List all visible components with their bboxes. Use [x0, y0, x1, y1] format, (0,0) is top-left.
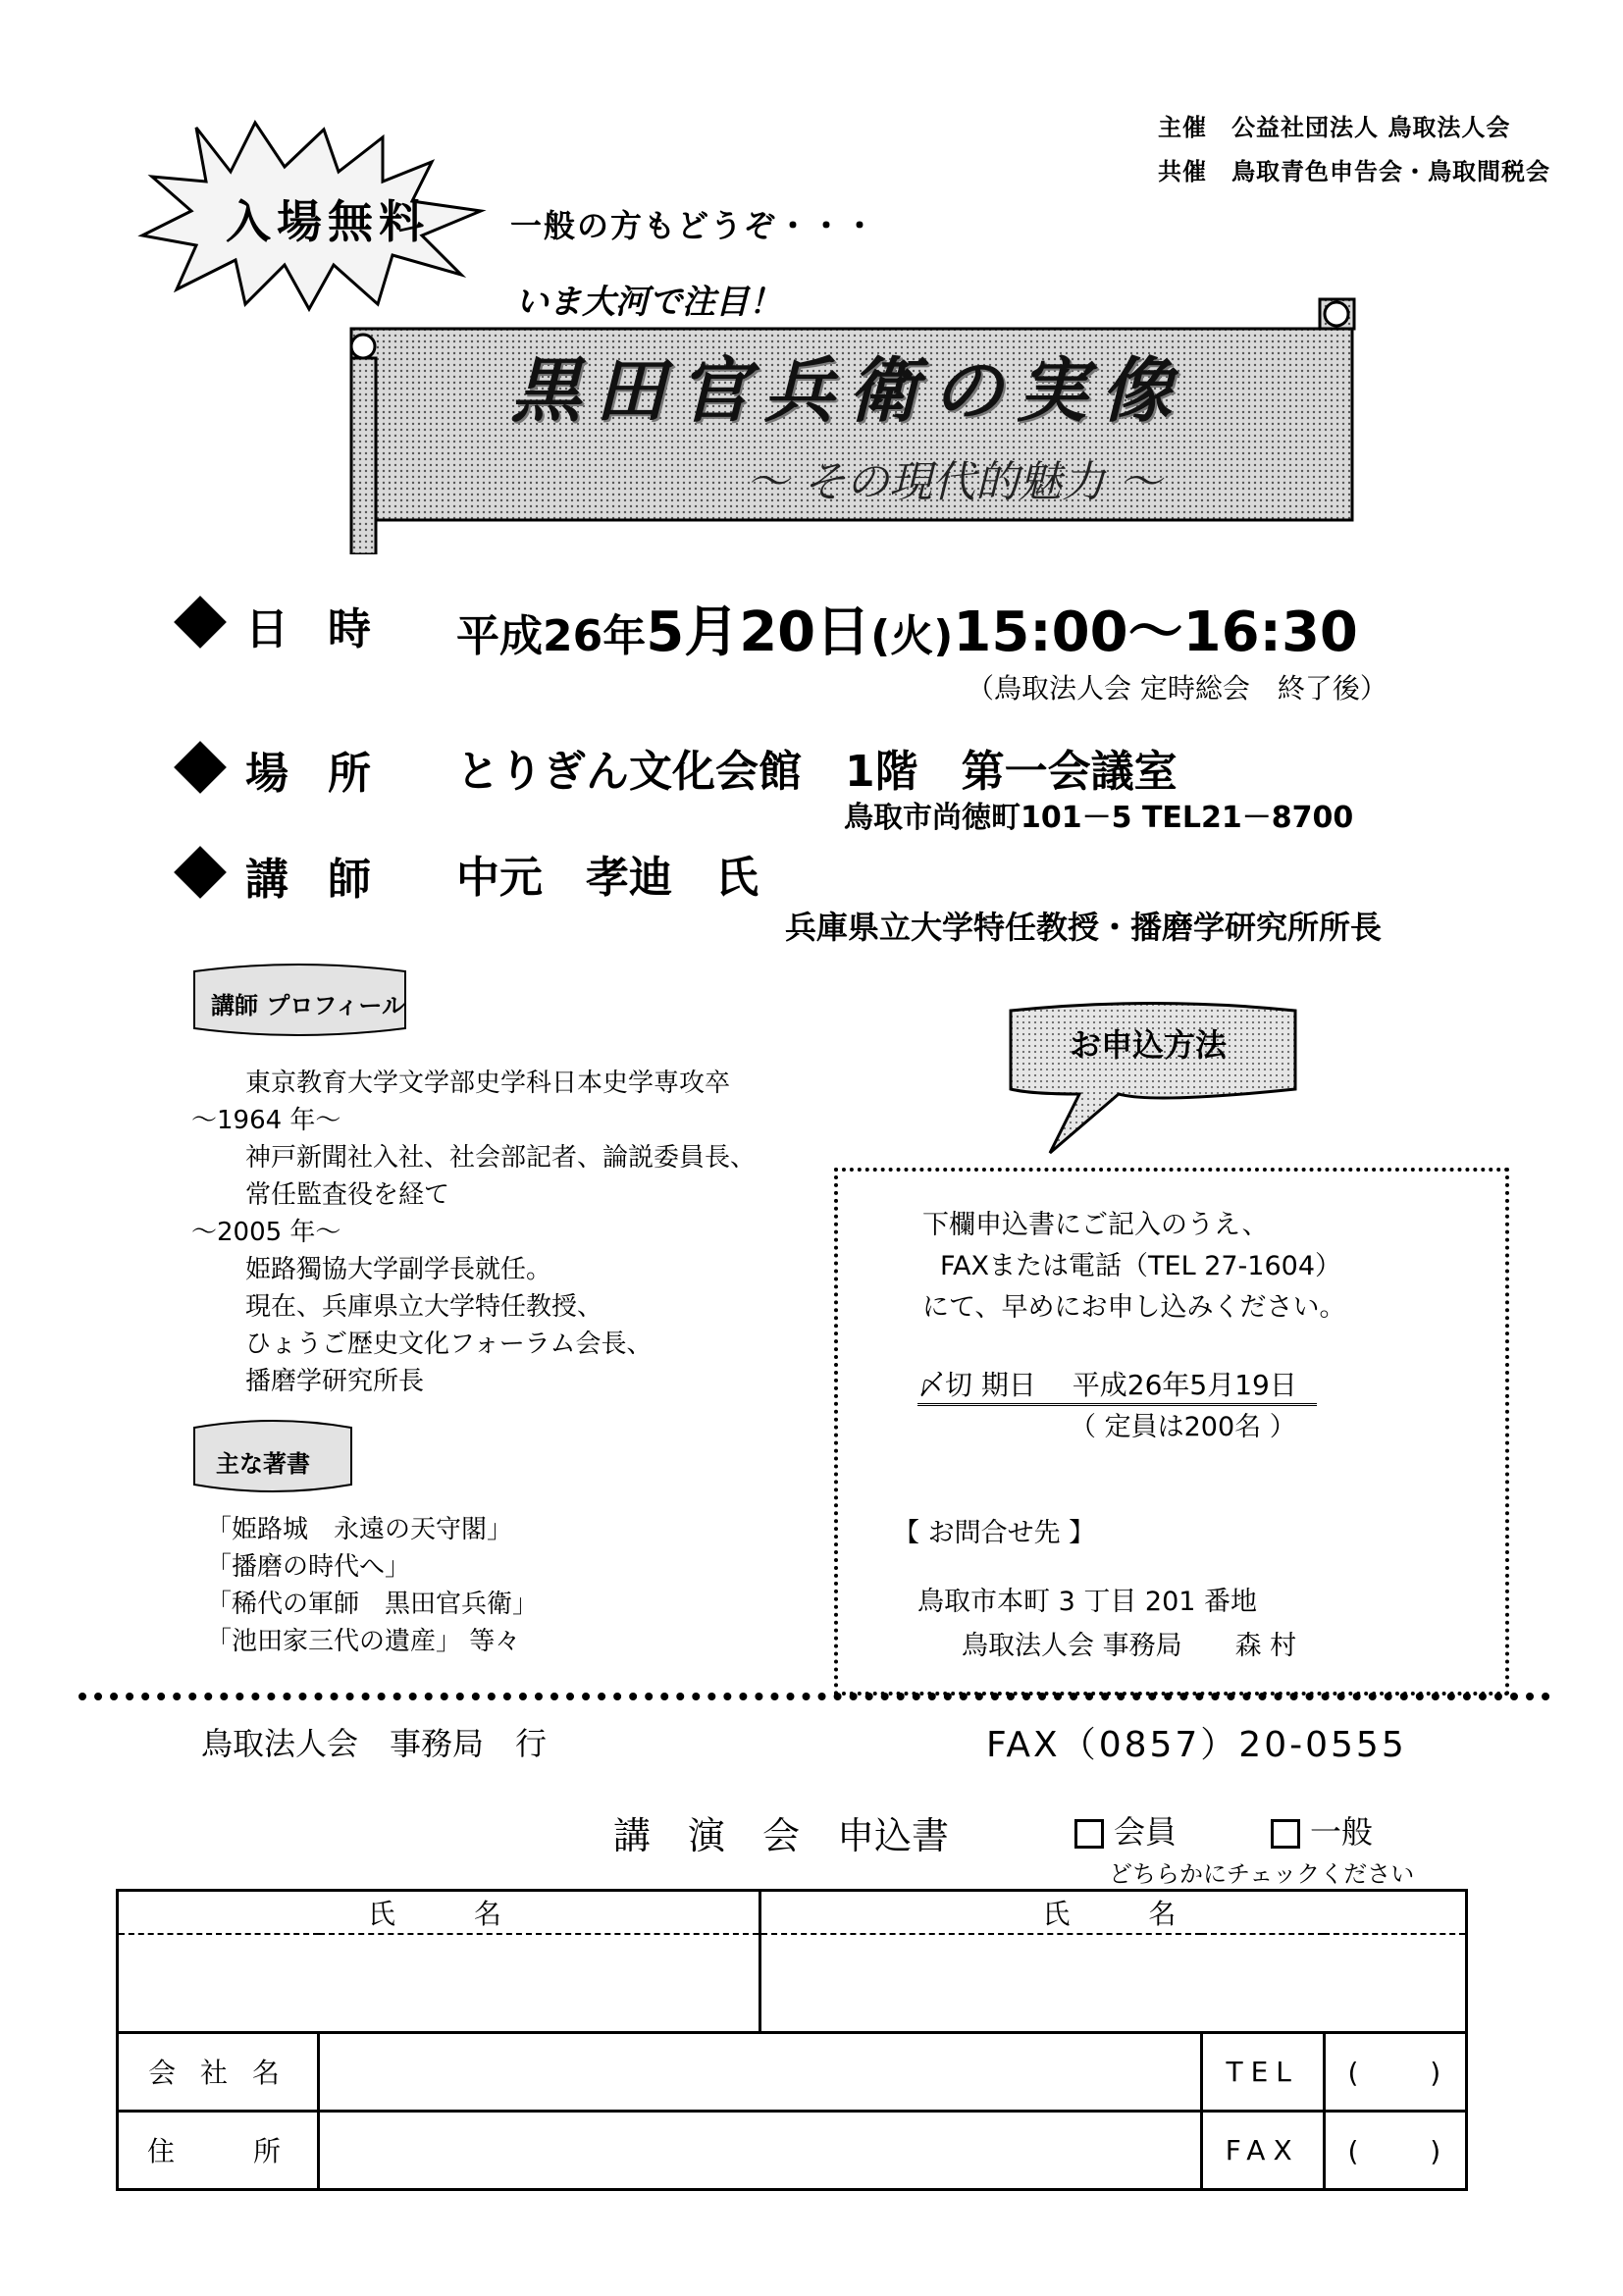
profile-line: 姫路獨協大学副学長就任。: [245, 1255, 552, 1284]
apply-line: FAXまたは電話（TEL 27-1604）: [940, 1251, 1342, 1281]
datetime-weekday: (火): [870, 611, 954, 661]
tel-label: TEL: [1201, 2032, 1324, 2111]
apply-bubble-label: お申込方法: [1070, 1026, 1228, 1064]
capacity: （ 定員は200名 ）: [1070, 1412, 1296, 1442]
profile-line: 播磨学研究所長: [245, 1367, 425, 1396]
free-entry-label: 入場無料: [226, 195, 430, 248]
host: 公益社団法人 鳥取法人会: [1231, 114, 1511, 141]
profile-line: 現在、兵庫県立大学特任教授、: [245, 1292, 603, 1322]
venue-address: 鳥取市尚徳町101－5 TEL21－8700: [844, 801, 1354, 835]
lecturer-name: 中元 孝迪 氏: [456, 853, 759, 903]
address-field[interactable]: [319, 2111, 1202, 2189]
profile-line: ～1964 年～: [191, 1106, 341, 1135]
dotted-separator: [79, 1693, 1550, 1700]
option-member[interactable]: [1074, 1807, 1177, 1852]
form-title: 講 演 会 申込書: [613, 1814, 950, 1857]
lecturer-label: 講師: [245, 855, 410, 905]
books-tag: 主な著書: [216, 1450, 310, 1478]
book-item: 「稀代の軍師 黒田官兵衛」: [206, 1590, 539, 1619]
datetime-date: 5月20日: [646, 600, 871, 664]
diamond-bullet-icon: [174, 596, 227, 649]
check-note: どちらかにチェックください: [1109, 1860, 1415, 1888]
datetime-label: 日時: [245, 604, 410, 654]
books-list: [206, 1511, 538, 1660]
deadline: 〆切 期日 平成26年5月19日: [917, 1364, 1317, 1406]
venue-name: とりぎん文化会館 1階 第一会議室: [456, 747, 1178, 797]
company-field[interactable]: [319, 2032, 1202, 2111]
option-general[interactable]: [1271, 1807, 1373, 1852]
datetime-time: 15:00〜16:30: [953, 600, 1358, 664]
tel-field[interactable]: ( ): [1324, 2032, 1466, 2111]
company-label: 会 社 名: [118, 2032, 319, 2111]
event-title: 黒田官兵衛の実像: [510, 349, 1186, 432]
general-welcome-text: 一般の方もどうぞ・・・: [510, 207, 878, 244]
book-item: 「播磨の時代へ」: [206, 1552, 411, 1582]
profile-line: ひょうご歴史文化フォーラム会長、: [245, 1330, 653, 1359]
address-label: 住 所: [118, 2111, 319, 2189]
contact-address: 鳥取市本町 3 丁目 201 番地: [917, 1587, 1258, 1617]
name-field[interactable]: [118, 1934, 760, 2032]
profile-line: 神戸新聞社入社、社会部記者、論説委員長、: [245, 1143, 757, 1173]
datetime-note: （鳥取法人会 定時総会 終了後）: [967, 672, 1387, 704]
apply-line: にて、早めにお申し込みください。: [922, 1292, 1346, 1323]
book-item: 「姫路城 永遠の天守閣」: [206, 1515, 513, 1544]
host-label: 主催: [1158, 114, 1207, 141]
profile-line: 東京教育大学文学部史学科日本史学専攻卒: [245, 1069, 731, 1098]
contact-header: 【 お問合せ先 】: [893, 1518, 1096, 1548]
cohost: 鳥取青色申告会・鳥取間税会: [1231, 158, 1550, 185]
option-member-label: 会員: [1114, 1813, 1178, 1851]
catch-copy: いま大河で注目！: [515, 283, 782, 322]
profile-list: [191, 1065, 800, 1400]
lecturer-title: 兵庫県立大学特任教授・播磨学研究所所長: [785, 909, 1383, 946]
apply-line: 下欄申込書にご記入のうえ、: [922, 1210, 1269, 1240]
form-fax: FAX（0857）20-0555: [986, 1725, 1407, 1765]
apply-instructions: [922, 1205, 1345, 1329]
fax-label: FAX: [1201, 2111, 1324, 2189]
datetime-value: [456, 589, 1358, 667]
application-form-table: [116, 1889, 1468, 2191]
option-general-label: 一般: [1310, 1813, 1374, 1851]
name-field[interactable]: [759, 1934, 1466, 2032]
datetime-era: 平成26年: [456, 611, 647, 661]
venue-label: 場所: [245, 749, 410, 799]
name-header: 氏 名: [759, 1891, 1466, 1935]
fax-field[interactable]: ( ): [1324, 2111, 1466, 2189]
diamond-bullet-icon: [174, 741, 227, 794]
diamond-bullet-icon: [174, 846, 227, 899]
name-header: 氏 名: [118, 1891, 760, 1935]
general-checkbox[interactable]: [1271, 1819, 1300, 1849]
contact-office: 鳥取法人会 事務局 森 村: [962, 1631, 1297, 1661]
member-checkbox[interactable]: [1074, 1819, 1104, 1849]
form-to: 鳥取法人会 事務局 行: [201, 1725, 548, 1762]
profile-line: ～2005 年～: [191, 1218, 341, 1247]
event-subtitle: 〜 その現代的魅力 〜: [746, 457, 1162, 507]
book-item: 「池田家三代の遺産」 等々: [206, 1627, 521, 1656]
profile-tag: 講師 プロフィール: [211, 992, 405, 1019]
profile-line: 常任監査役を経て: [245, 1180, 450, 1210]
organizer: [1158, 108, 1623, 186]
cohost-label: 共催: [1158, 158, 1207, 185]
